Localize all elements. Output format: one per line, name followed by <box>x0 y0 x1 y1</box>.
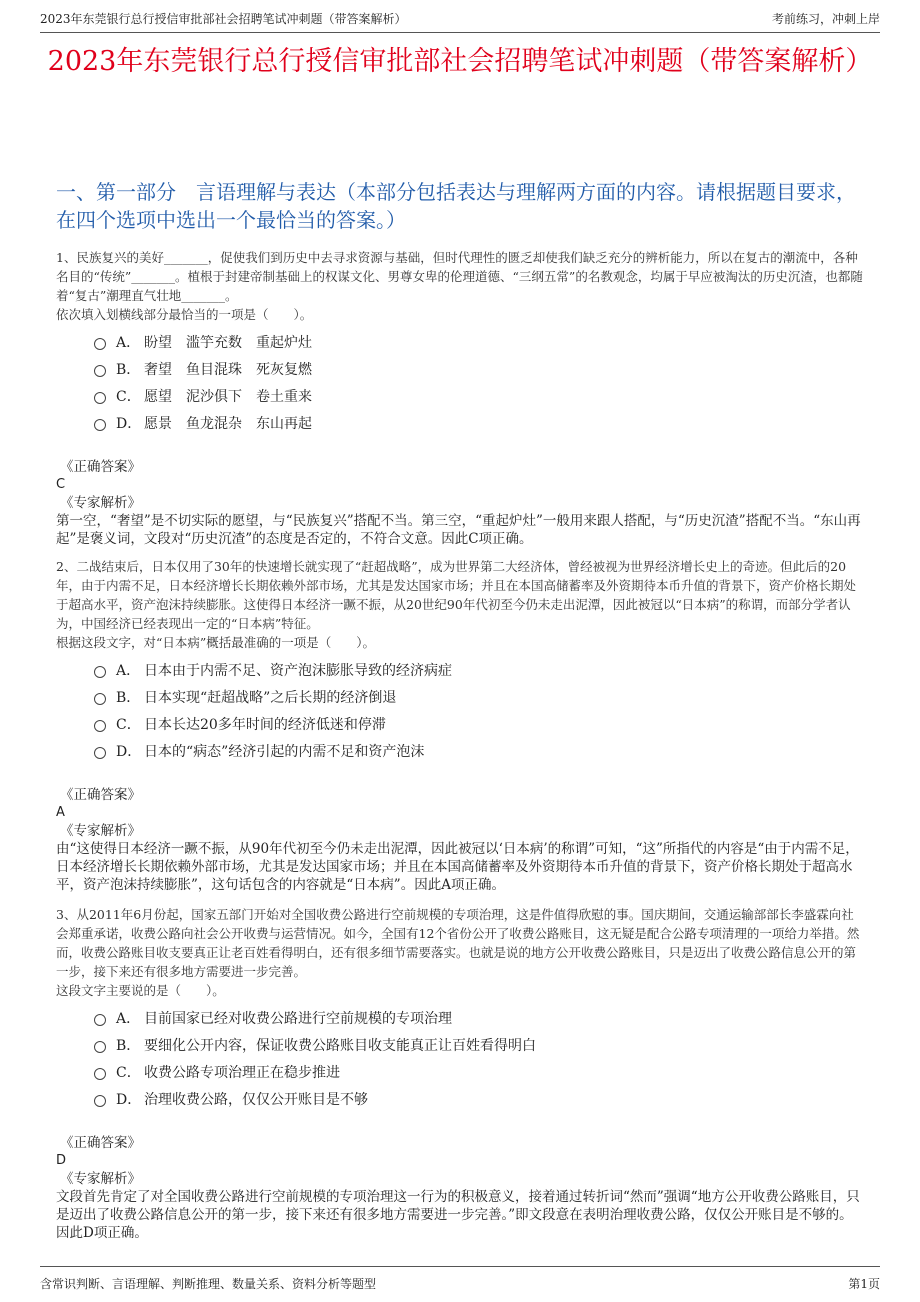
option-list <box>56 1004 864 1112</box>
question-prompt: 这段文字主要说的是（ ）。 <box>56 983 225 998</box>
page-number: 第1页 <box>848 1277 880 1291</box>
answer-block <box>56 786 864 894</box>
option-d[interactable]: D． 愿景 鱼龙混杂 东山再起 <box>94 409 864 436</box>
answer-label: 《正确答案》 <box>60 1135 141 1151</box>
header-doc-title: 2023年东莞银行总行授信审批部社会招聘笔试冲刺题（带答案解析） <box>40 12 407 26</box>
answer-label: 《正确答案》 <box>60 787 141 803</box>
question-prompt: 依次填入划横线部分最恰当的一项是（ ）。 <box>56 307 313 322</box>
answer-value: C <box>56 477 66 492</box>
section-heading: 一、第一部分 言语理解与表达（本部分包括表达与理解两方面的内容。请根据题目要求，在四个选项中选出一个最恰当的答案。） <box>56 180 856 232</box>
radio-icon[interactable] <box>94 1068 106 1080</box>
radio-icon[interactable] <box>94 1014 106 1026</box>
option-b[interactable]: B． 要细化公开内容，保证收费公路账目收支能真正让百姓看得明白 <box>94 1031 864 1058</box>
answer-block <box>56 1134 864 1242</box>
option-b[interactable]: B． 奢望 鱼目混珠 死灰复燃 <box>94 355 864 382</box>
radio-icon[interactable] <box>94 747 106 759</box>
page-title: 2023年东莞银行总行授信审批部社会招聘笔试冲刺题（带答案解析） <box>47 46 873 77</box>
answer-value: D <box>56 1153 67 1168</box>
radio-icon[interactable] <box>94 666 106 678</box>
option-list <box>56 328 864 436</box>
page-footer <box>40 1266 880 1292</box>
footer-note: 含常识判断、言语理解、判断推理、数量关系、资料分析等题型 <box>40 1277 377 1291</box>
radio-icon[interactable] <box>94 419 106 431</box>
answer-value: A <box>56 805 65 820</box>
radio-icon[interactable] <box>94 365 106 377</box>
analysis-label: 《专家解析》 <box>60 1171 141 1187</box>
option-d[interactable]: D． 治理收费公路，仅仅公开账目是不够 <box>94 1085 864 1112</box>
option-d[interactable]: D． 日本的“病态”经济引起的内需不足和资产泡沫 <box>94 737 864 764</box>
question-1 <box>56 248 864 548</box>
option-c[interactable]: C． 日本长达20多年时间的经济低迷和停滞 <box>94 710 864 737</box>
option-c[interactable]: C． 愿望 泥沙俱下 卷土重来 <box>94 382 864 409</box>
option-c[interactable]: C． 收费公路专项治理正在稳步推进 <box>94 1058 864 1085</box>
question-stem: 1、民族复兴的美好_______，促使我们到历史中去寻求资源与基础，但时代理性的匮乏却使我们缺乏充分的辨析能力，所以在复古的潮流中，各种名目的“传统”_______。植根于封建帝制基础上的权谋文化、男尊女卑的伦理道德、“三纲五常”的名教观念，均属于早应被淘汰的历史沉渣，也都随着“复古”潮理直气壮地_______。 <box>56 250 863 303</box>
radio-icon[interactable] <box>94 1095 106 1107</box>
page-header <box>40 10 880 33</box>
radio-icon[interactable] <box>94 1041 106 1053</box>
answer-block <box>56 458 864 548</box>
answer-label: 《正确答案》 <box>60 459 141 475</box>
option-list <box>56 656 864 764</box>
question-2 <box>56 557 864 894</box>
header-slogan: 考前练习，冲刺上岸 <box>771 12 880 26</box>
radio-icon[interactable] <box>94 693 106 705</box>
option-a[interactable]: A． 盼望 滥竽充数 重起炉灶 <box>94 328 864 355</box>
radio-icon[interactable] <box>94 338 106 350</box>
question-3 <box>56 905 864 1242</box>
question-stem: 2、二战结束后，日本仅用了30年的快速增长就实现了“赶超战略”，成为世界第二大经济体，曾经被视为世界经济增长史上的奇迹。但此后的20年，由于内需不足，日本经济增长长期依赖外部市场，尤其是发达国家市场；并且在本国高储蓄率及外资期待本币升值的背景下，资产价格长期处于超高水平，资产泡沫持续膨胀。这使得日本经济一蹶不振，从20世纪90年代初至今仍未走出泥潭，因此被冠以“日本病”的称谓，而部分学者认为，中国经济已经表现出一定的“日本病”特征。 <box>56 559 857 631</box>
analysis-label: 《专家解析》 <box>60 823 141 839</box>
analysis-text: 文段首先肯定了对全国收费公路进行空前规模的专项治理这一行为的积极意义，接着通过转折词“然而”强调“地方公开收费公路账目，只是迈出了收费公路信息公开的第一步，接下来还有很多地方需要进一步完善。”即文段意在表明治理收费公路，仅仅公开账目是不够的。因此D项正确。 <box>56 1189 860 1241</box>
option-a[interactable]: A． 目前国家已经对收费公路进行空前规模的专项治理 <box>94 1004 864 1031</box>
option-b[interactable]: B． 日本实现“赶超战略”之后长期的经济倒退 <box>94 683 864 710</box>
question-stem: 3、从2011年6月份起，国家五部门开始对全国收费公路进行空前规模的专项治理，这是件值得欣慰的事。国庆期间，交通运输部部长李盛霖向社会郑重承诺，收费公路向社会公开收费与运营情况。如今，全国有12个省份公开了收费公路账目，这无疑是配合公路专项清理的一项给力举措。然而，收费公路账目收支要真正让老百姓看得明白，还有很多细节需要落实。也就是说的地方公开收费公路账目，只是迈出了收费公路信息公开的第一步，接下来还有很多地方需要进一步完善。 <box>56 907 860 979</box>
radio-icon[interactable] <box>94 720 106 732</box>
analysis-label: 《专家解析》 <box>60 495 141 511</box>
radio-icon[interactable] <box>94 392 106 404</box>
analysis-text: 由“这使得日本经济一蹶不振，从90年代初至今仍未走出泥潭，因此被冠以‘日本病’的称谓”可知，“这”所指代的内容是“由于内需不足，日本经济增长长期依赖外部市场，尤其是发达国家市场；并且在本国高储蓄率及外资期待本币升值的背景下，资产价格长期处于超高水平，资产泡沫持续膨胀”，这句话包含的内容就是“日本病”。因此A项正确。 <box>56 841 859 893</box>
analysis-text: 第一空，“奢望”是不切实际的愿望，与“民族复兴”搭配不当。第三空，“重起炉灶”一般用来跟人搭配，与“历史沉渣”搭配不当。“东山再起”是褒义词，文段对“历史沉渣”的态度是否定的，不符合文意。因此C项正确。 <box>56 513 861 547</box>
option-a[interactable]: A． 日本由于内需不足、资产泡沫膨胀导致的经济病症 <box>94 656 864 683</box>
question-prompt: 根据这段文字，对“日本病”概括最准确的一项是（ ）。 <box>56 635 376 650</box>
